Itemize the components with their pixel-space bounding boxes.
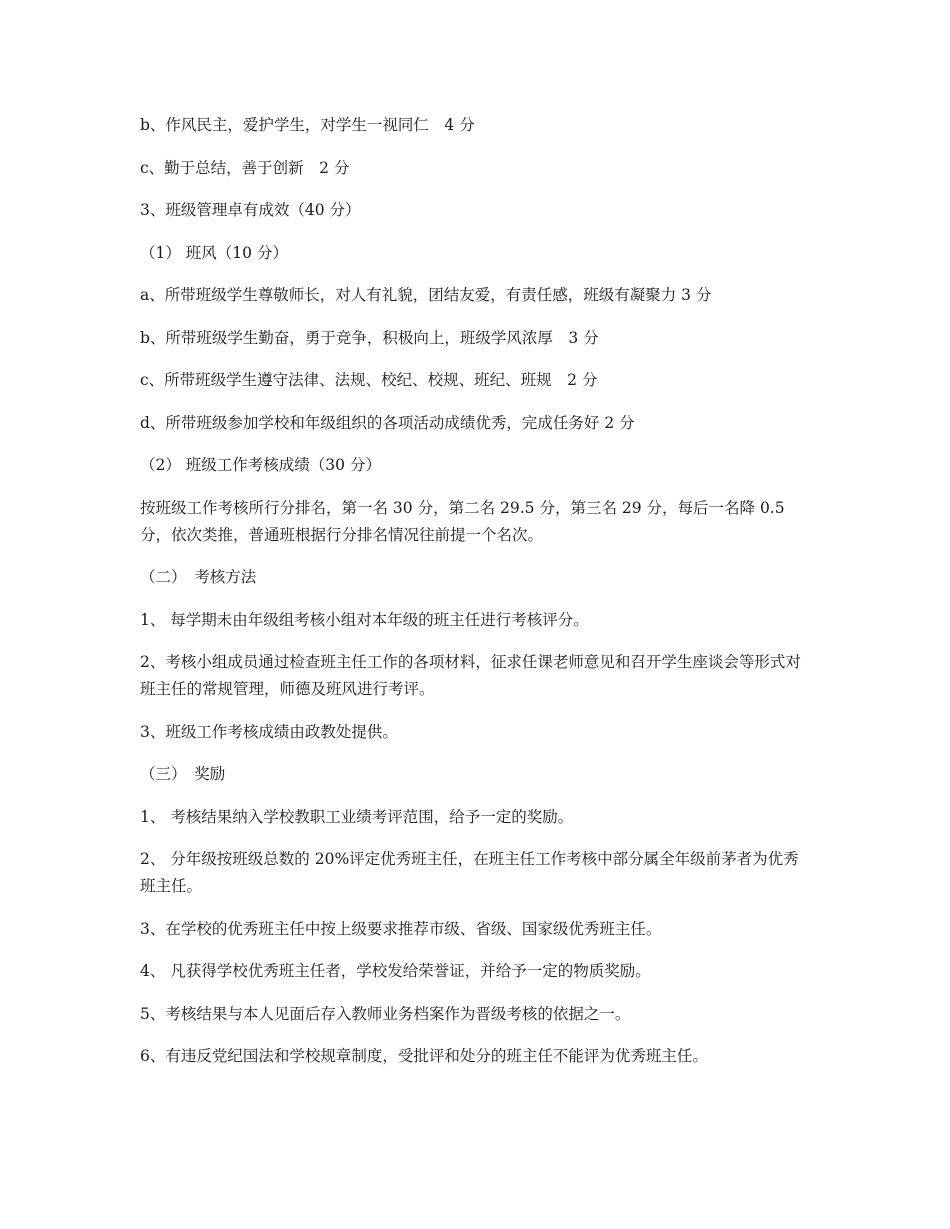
paragraph: a、所带班级学生尊敬师长，对人有礼貌，团结友爱，有责任感，班级有凝聚力 3 分 [140,286,712,304]
subsection-heading: （2） 班级工作考核成绩（30 分） [140,456,381,474]
paragraph: c、所带班级学生遵守法律、法规、校纪、校规、班纪、班规 2 分 [140,371,598,389]
paragraph: 按班级工作考核所行分排名，第一名 30 分，第二名 29.5 分，第三名 29 分，每后一名降 0.5 分，依次类推，普通班根据行分排名情况往前提一个名次。 [140,498,790,544]
subsection-heading: （1） 班风（10 分） [140,243,288,262]
paragraph: 1、 考核结果纳入学校教职工业绩考评范围，给予一定的奖励。 [140,807,574,826]
paragraph: d、所带班级参加学校和年级组织的各项活动成绩优秀，完成任务好 2 分 [140,413,635,432]
paragraph: b、作风民主，爱护学生，对学生一视同仁 4 分 [140,116,475,134]
paragraph: b、所带班级学生勤奋，勇于竞争，积极向上，班级学风浓厚 3 分 [140,328,599,347]
paragraph: 6、有违反党纪国法和学校规章制度，受批评和处分的班主任不能评为优秀班主任。 [140,1047,708,1065]
paragraph: 5、考核结果与本人见面后存入教师业务档案作为晋级考核的依据之一。 [140,1004,631,1023]
paragraph: 2、 分年级按班级总数的 20%评定优秀班主任，在班主任工作考核中部分属全年级前茅者为优秀班主任。 [140,850,799,895]
paragraph: 4、 凡获得学校优秀班主任者，学校发给荣誉证，并给予一定的物质奖励。 [140,962,651,980]
document-body [140,112,812,1086]
paragraph: 3、在学校的优秀班主任中按上级要求推荐市级、省级、国家级优秀班主任。 [140,919,662,938]
section-heading: （三） 奖励 [140,765,226,783]
paragraph: c、勤于总结，善于创新 2 分 [140,158,350,177]
section-heading: （二） 考核方法 [140,568,257,586]
section-heading: 3、班级管理卓有成效（40 分） [140,201,361,219]
paragraph: 3、班级工作考核成绩由政教处提供。 [140,722,398,741]
paragraph: 1、 每学期未由年级组考核小组对本年级的班主任进行考核评分。 [140,610,589,629]
paragraph: 2、考核小组成员通过检查班主任工作的各项材料，征求任课老师意见和召开学生座谈会等形式对班主任的常规管理，师德及班风进行考评。 [140,653,801,698]
